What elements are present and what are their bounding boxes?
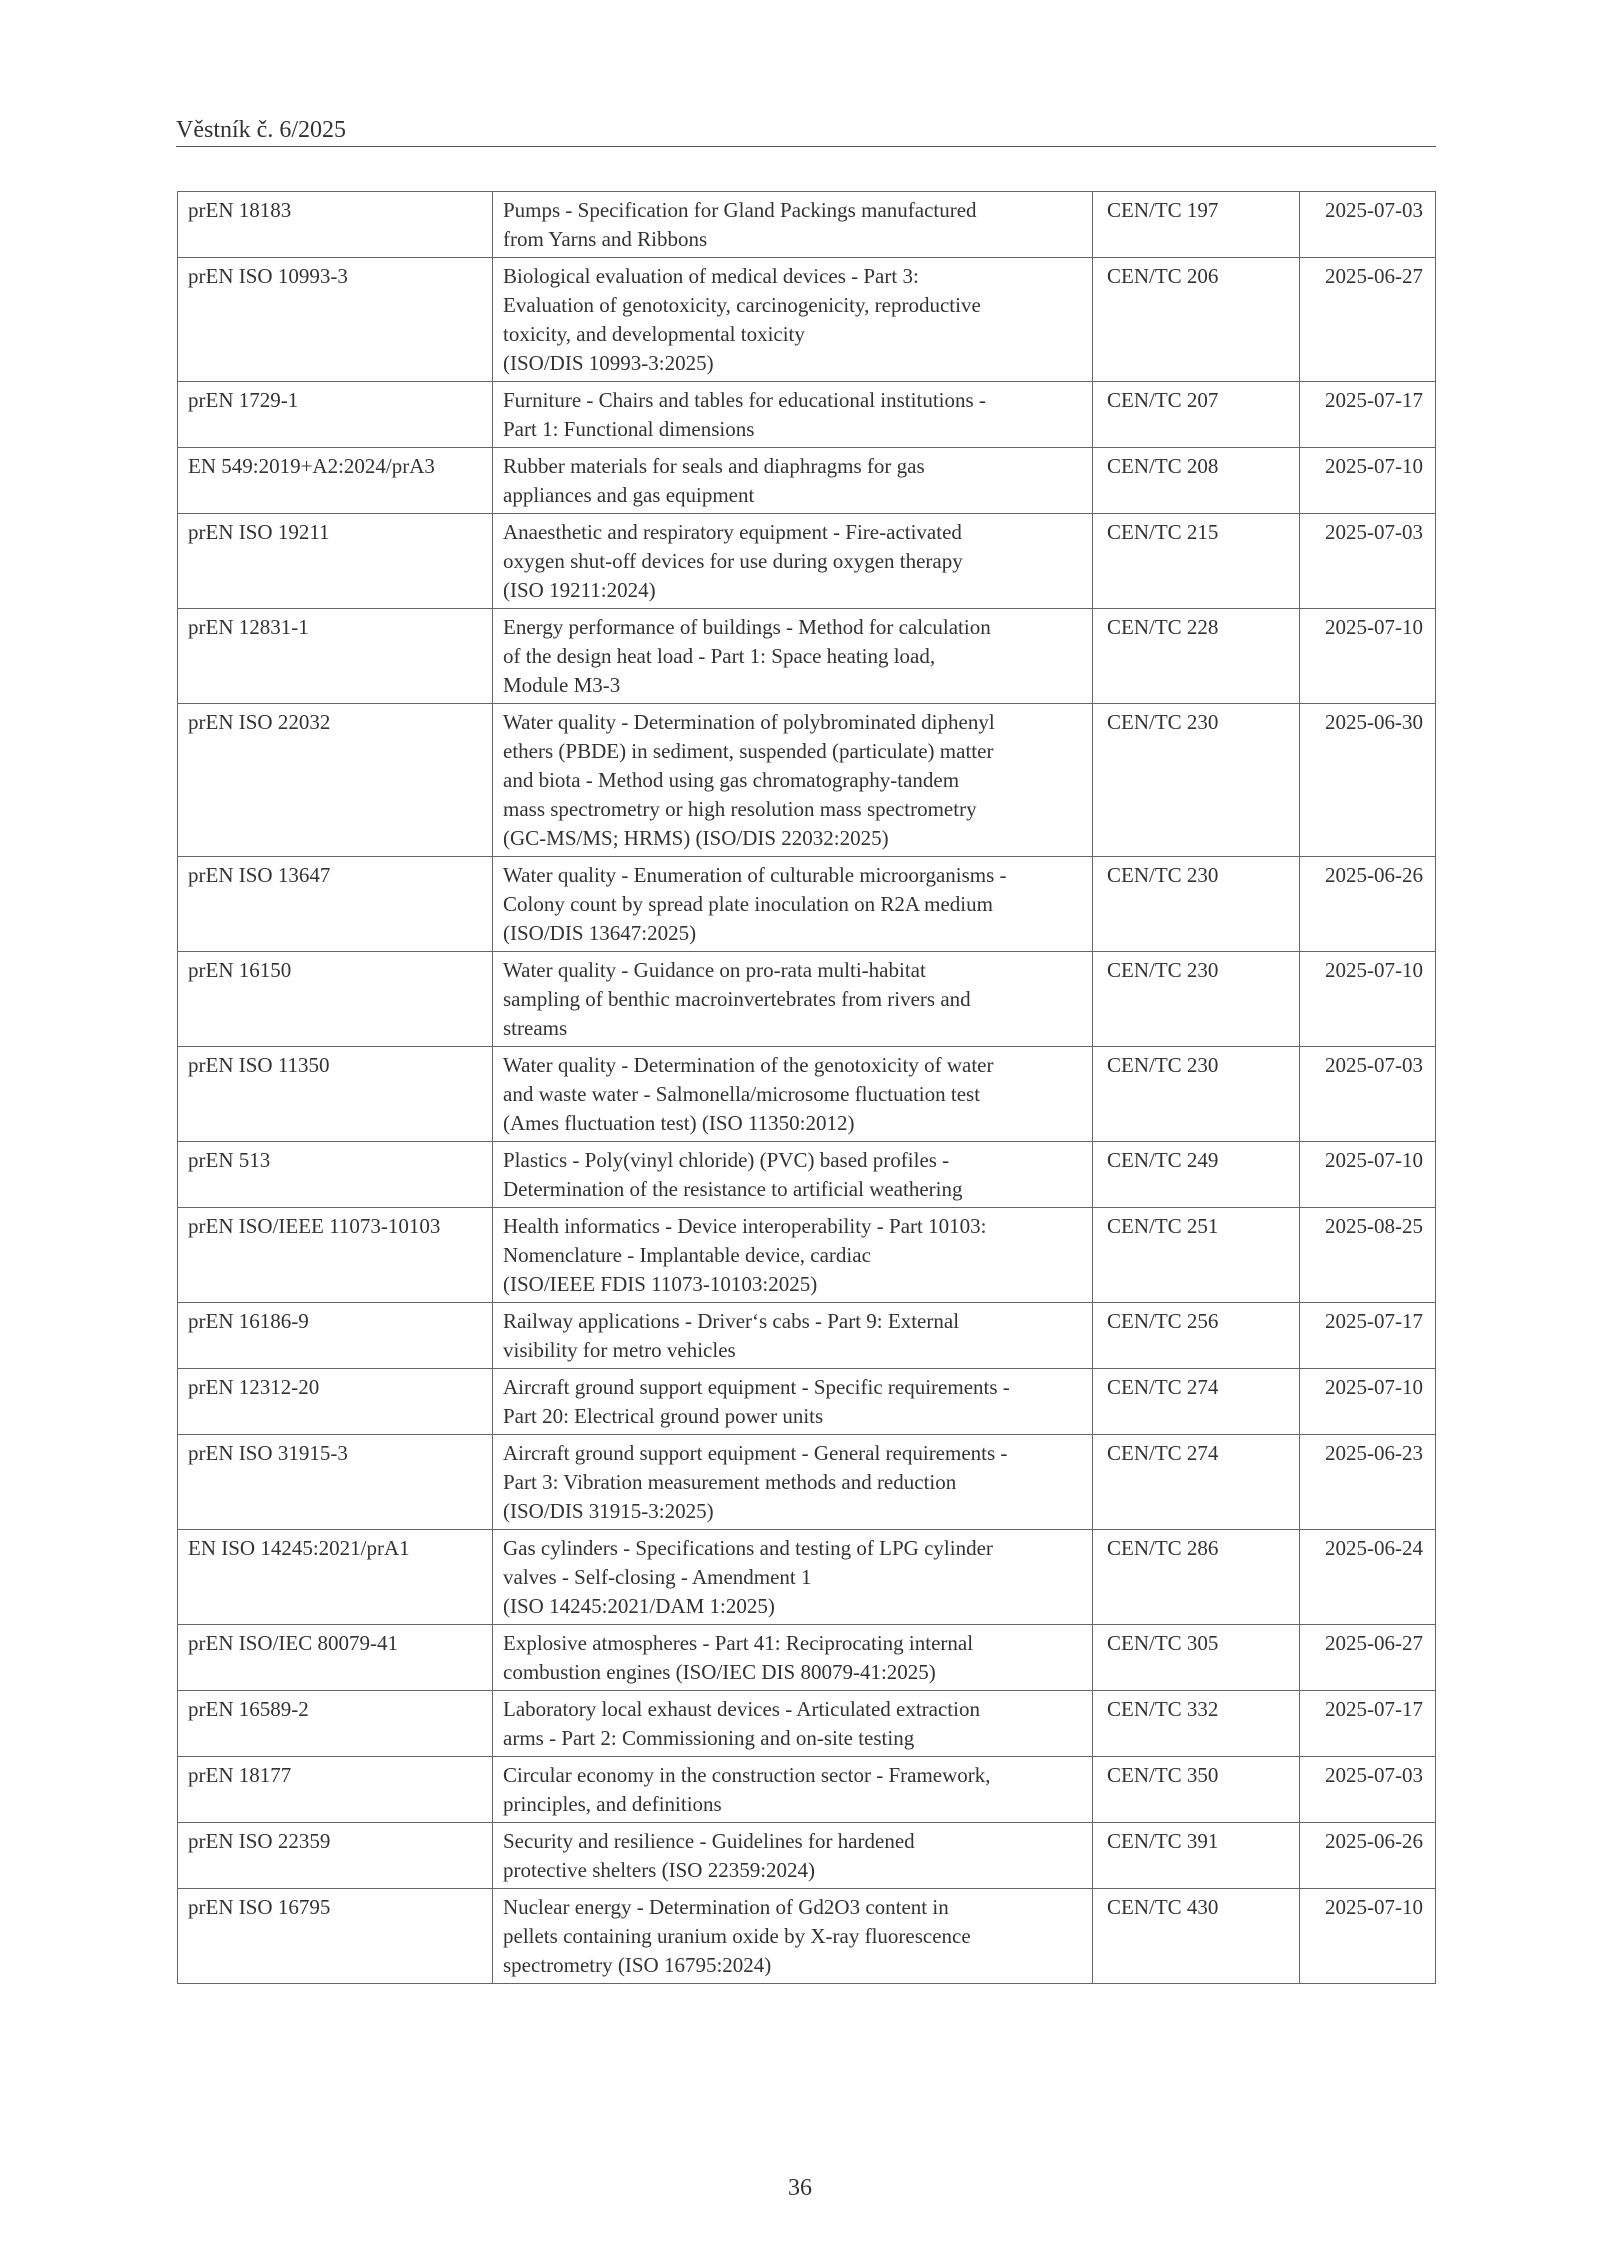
standards-table-body (178, 192, 1436, 1984)
deadline-date-cell: 2025-07-10 (1300, 1889, 1436, 1984)
standard-code-cell: prEN ISO 10993-3 (178, 258, 493, 382)
technical-committee-cell: CEN/TC 228 (1093, 609, 1300, 704)
standard-title-cell (493, 1691, 1093, 1757)
standard-title-cell (493, 1435, 1093, 1530)
deadline-date-cell: 2025-06-30 (1300, 704, 1436, 857)
table-row (178, 952, 1436, 1047)
standard-code-cell: prEN ISO 11350 (178, 1047, 493, 1142)
standard-code-cell: prEN 1729-1 (178, 382, 493, 448)
deadline-date-cell: 2025-07-10 (1300, 1142, 1436, 1208)
standard-title-line: combustion engines (ISO/IEC DIS 80079-41:2025) (503, 1660, 936, 1684)
table-row (178, 1142, 1436, 1208)
technical-committee-cell: CEN/TC 230 (1093, 952, 1300, 1047)
deadline-date-cell: 2025-06-26 (1300, 857, 1436, 952)
standard-title-line: sampling of benthic macroinvertebrates from rivers and (503, 987, 971, 1011)
standard-title-line: Biological evaluation of medical devices - Part 3: (503, 264, 919, 288)
technical-committee-cell: CEN/TC 197 (1093, 192, 1300, 258)
standard-code-cell: prEN ISO 16795 (178, 1889, 493, 1984)
deadline-date-cell: 2025-07-10 (1300, 448, 1436, 514)
standard-title-line: toxicity, and developmental toxicity (503, 322, 805, 346)
technical-committee-cell: CEN/TC 350 (1093, 1757, 1300, 1823)
standard-title-cell (493, 704, 1093, 857)
technical-committee-cell: CEN/TC 230 (1093, 857, 1300, 952)
standard-title-line: and biota - Method using gas chromatography-tandem (503, 768, 960, 792)
table-row (178, 1889, 1436, 1984)
standard-title-cell (493, 514, 1093, 609)
standard-title-cell (493, 952, 1093, 1047)
table-row (178, 1530, 1436, 1625)
standard-code-cell: prEN 513 (178, 1142, 493, 1208)
table-row (178, 192, 1436, 258)
deadline-date-cell: 2025-08-25 (1300, 1208, 1436, 1303)
table-row (178, 1369, 1436, 1435)
table-row (178, 258, 1436, 382)
standard-title-cell (493, 857, 1093, 952)
table-row (178, 1625, 1436, 1691)
standard-title-line: mass spectrometry or high resolution mass spectrometry (503, 797, 977, 821)
technical-committee-cell: CEN/TC 208 (1093, 448, 1300, 514)
standard-code-cell: prEN ISO 22359 (178, 1823, 493, 1889)
standard-title-cell (493, 1047, 1093, 1142)
deadline-date-cell: 2025-06-24 (1300, 1530, 1436, 1625)
standard-title-line: Laboratory local exhaust devices - Articulated extraction (503, 1697, 980, 1721)
table-row (178, 1047, 1436, 1142)
standard-title-line: Part 20: Electrical ground power units (503, 1404, 824, 1428)
standard-title-cell (493, 448, 1093, 514)
standard-title-line: Water quality - Guidance on pro-rata multi-habitat (503, 958, 926, 982)
standard-code-cell: prEN ISO 13647 (178, 857, 493, 952)
standard-title-line: and waste water - Salmonella/microsome fluctuation test (503, 1082, 981, 1106)
standard-title-cell (493, 1530, 1093, 1625)
standard-title-line: Pumps - Specification for Gland Packings manufactured (503, 198, 977, 222)
standard-title-cell (493, 382, 1093, 448)
standard-title-line: (ISO 14245:2021/DAM 1:2025) (503, 1594, 775, 1618)
standard-title-cell (493, 1303, 1093, 1369)
technical-committee-cell: CEN/TC 230 (1093, 704, 1300, 857)
table-row (178, 857, 1436, 952)
deadline-date-cell: 2025-07-03 (1300, 1047, 1436, 1142)
standard-title-line: (ISO/DIS 10993-3:2025) (503, 351, 714, 375)
standard-title-line: Module M3-3 (503, 673, 621, 697)
standard-title-line: ethers (PBDE) in sediment, suspended (particulate) matter (503, 739, 994, 763)
standard-title-line: Nomenclature - Implantable device, cardiac (503, 1243, 871, 1267)
standard-title-line: Part 3: Vibration measurement methods and reduction (503, 1470, 957, 1494)
standard-title-line: Water quality - Determination of the genotoxicity of water (503, 1053, 994, 1077)
standard-title-line: Circular economy in the construction sector - Framework, (503, 1763, 991, 1787)
table-row (178, 382, 1436, 448)
standard-code-cell: prEN 12312-20 (178, 1369, 493, 1435)
standard-title-line: Colony count by spread plate inoculation on R2A medium (503, 892, 993, 916)
standard-title-line: Aircraft ground support equipment - Specific requirements - (503, 1375, 1010, 1399)
standard-title-line: Railway applications - Driver‘s cabs - Part 9: External (503, 1309, 960, 1333)
standard-title-cell (493, 1625, 1093, 1691)
technical-committee-cell: CEN/TC 251 (1093, 1208, 1300, 1303)
standard-title-line: Part 1: Functional dimensions (503, 417, 755, 441)
deadline-date-cell: 2025-07-17 (1300, 1691, 1436, 1757)
technical-committee-cell: CEN/TC 215 (1093, 514, 1300, 609)
standard-title-line: (Ames fluctuation test) (ISO 11350:2012) (503, 1111, 855, 1135)
standard-title-cell (493, 258, 1093, 382)
standard-title-line: streams (503, 1016, 568, 1040)
standard-code-cell: prEN 16150 (178, 952, 493, 1047)
table-row (178, 704, 1436, 857)
standard-title-line: Health informatics - Device interoperability - Part 10103: (503, 1214, 987, 1238)
standard-title-line: visibility for metro vehicles (503, 1338, 736, 1362)
standard-code-cell: prEN ISO/IEC 80079-41 (178, 1625, 493, 1691)
deadline-date-cell: 2025-07-10 (1300, 609, 1436, 704)
technical-committee-cell: CEN/TC 207 (1093, 382, 1300, 448)
standard-title-line: (ISO/DIS 31915-3:2025) (503, 1499, 714, 1523)
standard-code-cell: prEN ISO 22032 (178, 704, 493, 857)
standard-title-line: Energy performance of buildings - Method for calculation (503, 615, 991, 639)
standard-code-cell: prEN 12831-1 (178, 609, 493, 704)
table-row (178, 1757, 1436, 1823)
table-row (178, 448, 1436, 514)
standard-code-cell: prEN 16589-2 (178, 1691, 493, 1757)
deadline-date-cell: 2025-07-10 (1300, 952, 1436, 1047)
technical-committee-cell: CEN/TC 256 (1093, 1303, 1300, 1369)
page-number: 36 (788, 2175, 812, 2201)
standard-title-line: Water quality - Enumeration of culturable microorganisms - (503, 863, 1007, 887)
standard-title-cell (493, 1889, 1093, 1984)
standard-title-line: Water quality - Determination of polybrominated diphenyl (503, 710, 995, 734)
deadline-date-cell: 2025-06-26 (1300, 1823, 1436, 1889)
standard-code-cell: prEN 18177 (178, 1757, 493, 1823)
standard-title-line: (ISO 19211:2024) (503, 578, 656, 602)
deadline-date-cell: 2025-07-03 (1300, 1757, 1436, 1823)
table-row (178, 1823, 1436, 1889)
technical-committee-cell: CEN/TC 206 (1093, 258, 1300, 382)
standard-code-cell: prEN 16186-9 (178, 1303, 493, 1369)
table-row (178, 1303, 1436, 1369)
standard-title-line: principles, and definitions (503, 1792, 722, 1816)
deadline-date-cell: 2025-07-03 (1300, 514, 1436, 609)
journal-header: Věstník č. 6/2025 (176, 117, 346, 143)
standard-title-line: arms - Part 2: Commissioning and on-site testing (503, 1726, 915, 1750)
standard-title-cell (493, 609, 1093, 704)
technical-committee-cell: CEN/TC 274 (1093, 1435, 1300, 1530)
standard-title-line: oxygen shut-off devices for use during oxygen therapy (503, 549, 963, 573)
standard-title-line: Aircraft ground support equipment - General requirements - (503, 1441, 1008, 1465)
standard-title-line: appliances and gas equipment (503, 483, 755, 507)
standard-title-line: protective shelters (ISO 22359:2024) (503, 1858, 816, 1882)
standard-title-line: of the design heat load - Part 1: Space heating load, (503, 644, 936, 668)
standard-title-line: valves - Self-closing - Amendment 1 (503, 1565, 812, 1589)
standard-title-line: Gas cylinders - Specifications and testing of LPG cylinder (503, 1536, 993, 1560)
standard-title-cell (493, 1823, 1093, 1889)
deadline-date-cell: 2025-07-10 (1300, 1369, 1436, 1435)
standard-title-cell (493, 1208, 1093, 1303)
technical-committee-cell: CEN/TC 286 (1093, 1530, 1300, 1625)
deadline-date-cell: 2025-06-23 (1300, 1435, 1436, 1530)
standard-code-cell: EN ISO 14245:2021/prA1 (178, 1530, 493, 1625)
standard-title-line: Explosive atmospheres - Part 41: Reciprocating internal (503, 1631, 974, 1655)
deadline-date-cell: 2025-06-27 (1300, 1625, 1436, 1691)
header-divider (176, 146, 1436, 147)
standard-title-line: Furniture - Chairs and tables for educational institutions - (503, 388, 986, 412)
standard-title-line: Anaesthetic and respiratory equipment - Fire-activated (503, 520, 962, 544)
technical-committee-cell: CEN/TC 430 (1093, 1889, 1300, 1984)
deadline-date-cell: 2025-07-17 (1300, 382, 1436, 448)
standard-code-cell: prEN ISO 31915-3 (178, 1435, 493, 1530)
standard-code-cell: prEN ISO/IEEE 11073-10103 (178, 1208, 493, 1303)
technical-committee-cell: CEN/TC 305 (1093, 1625, 1300, 1691)
standard-code-cell: prEN ISO 19211 (178, 514, 493, 609)
standard-code-cell: EN 549:2019+A2:2024/prA3 (178, 448, 493, 514)
technical-committee-cell: CEN/TC 274 (1093, 1369, 1300, 1435)
standard-title-line: Plastics - Poly(vinyl chloride) (PVC) based profiles - (503, 1148, 950, 1172)
standard-title-line: (ISO/DIS 13647:2025) (503, 921, 697, 945)
standard-title-line: spectrometry (ISO 16795:2024) (503, 1953, 772, 1977)
standard-title-line: Evaluation of genotoxicity, carcinogenicity, reproductive (503, 293, 981, 317)
deadline-date-cell: 2025-07-03 (1300, 192, 1436, 258)
standard-title-cell (493, 1142, 1093, 1208)
standard-title-line: Nuclear energy - Determination of Gd2O3 content in (503, 1895, 949, 1919)
standard-title-cell (493, 1757, 1093, 1823)
standards-table (177, 191, 1436, 1984)
standard-title-line: Rubber materials for seals and diaphragms for gas (503, 454, 925, 478)
standard-title-line: (GC-MS/MS; HRMS) (ISO/DIS 22032:2025) (503, 826, 889, 850)
deadline-date-cell: 2025-06-27 (1300, 258, 1436, 382)
table-row (178, 1435, 1436, 1530)
standard-title-cell (493, 192, 1093, 258)
technical-committee-cell: CEN/TC 332 (1093, 1691, 1300, 1757)
standard-title-cell (493, 1369, 1093, 1435)
table-row (178, 609, 1436, 704)
technical-committee-cell: CEN/TC 230 (1093, 1047, 1300, 1142)
standard-title-line: Security and resilience - Guidelines for hardened (503, 1829, 915, 1853)
table-row (178, 1691, 1436, 1757)
table-row (178, 514, 1436, 609)
table-row (178, 1208, 1436, 1303)
technical-committee-cell: CEN/TC 249 (1093, 1142, 1300, 1208)
standard-title-line: pellets containing uranium oxide by X-ray fluorescence (503, 1924, 971, 1948)
standard-code-cell: prEN 18183 (178, 192, 493, 258)
technical-committee-cell: CEN/TC 391 (1093, 1823, 1300, 1889)
standard-title-line: (ISO/IEEE FDIS 11073-10103:2025) (503, 1272, 818, 1296)
standard-title-line: Determination of the resistance to artificial weathering (503, 1177, 963, 1201)
deadline-date-cell: 2025-07-17 (1300, 1303, 1436, 1369)
standard-title-line: from Yarns and Ribbons (503, 227, 708, 251)
